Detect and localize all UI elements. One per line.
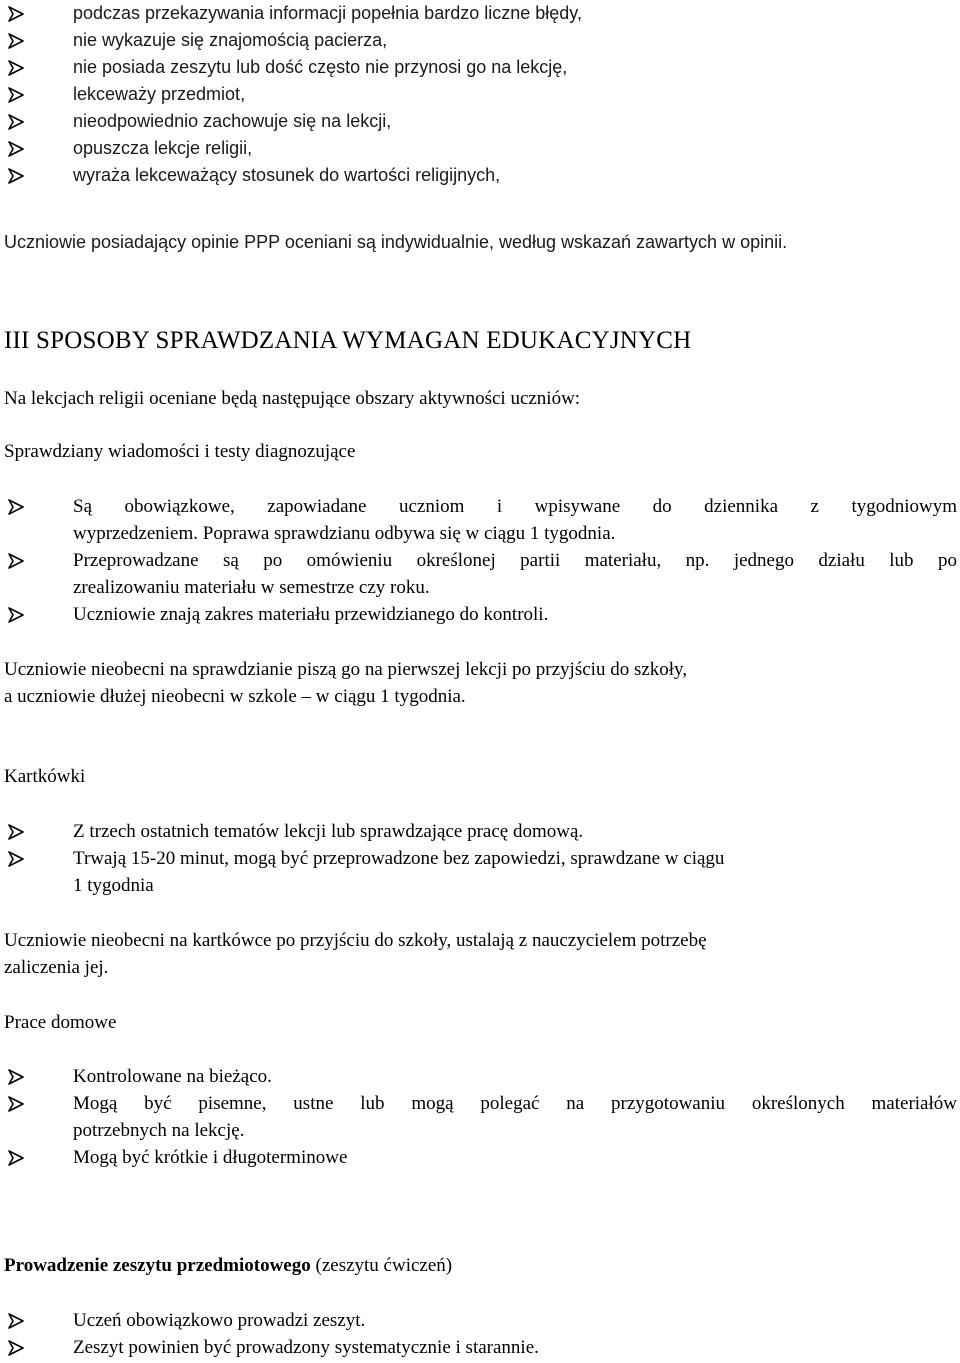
list-item-text: Uczniowie znają zakres materiału przewidzianego do kontroli. xyxy=(73,604,549,625)
list-item-text: lekceważy przedmiot, xyxy=(73,84,246,104)
arrowhead-bullet-icon xyxy=(8,33,24,49)
arrowhead-bullet-icon xyxy=(8,607,24,623)
list-item-text: Kontrolowane na bieżąco. xyxy=(73,1066,272,1087)
list-item-text: Z trzech ostatnich tematów lekcji lub sprawdzające pracę domową. xyxy=(73,821,584,842)
list-item-text: zrealizowaniu materiału w semestrze czy roku. xyxy=(73,577,430,598)
notebook-heading-bold: Prowadzenie zeszytu przedmiotowego xyxy=(4,1255,311,1276)
arrowhead-bullet-icon xyxy=(8,1313,24,1329)
list-item-text: Uczeń obowiązkowo prowadzi zeszyt. xyxy=(73,1310,366,1331)
arrowhead-bullet-icon xyxy=(8,114,24,130)
arrowhead-bullet-icon xyxy=(8,1150,24,1166)
quizzes-heading: Kartkówki xyxy=(4,766,86,787)
list-item-text: opuszcza lekcje religii, xyxy=(73,138,253,158)
homework-heading: Prace domowe xyxy=(4,1012,117,1033)
list-item-text: podczas przekazywania informacji popełnia bardzo liczne błędy, xyxy=(73,3,582,23)
arrowhead-bullet-icon xyxy=(8,1340,24,1356)
list-item-text: Są obowiązkowe, zapowiadane uczniom i wpisywane do dziennika z tygodniowym xyxy=(73,496,957,517)
arrowhead-bullet-icon xyxy=(8,824,24,840)
list-item-text: Przeprowadzane są po omówieniu określonej partii materiału, np. jednego działu lub po xyxy=(73,550,957,571)
arrowhead-bullet-icon xyxy=(8,851,24,867)
tests-absent-note: Uczniowie nieobecni na sprawdzianie piszą go na pierwszej lekcji po przyjściu do szkoły, xyxy=(4,659,688,680)
list-item-text: Zeszyt powinien być prowadzony systematycznie i starannie. xyxy=(73,1337,539,1358)
notebook-heading-rest: (zeszytu ćwiczeń) xyxy=(310,1255,453,1276)
arrowhead-bullet-icon xyxy=(8,141,24,157)
arrowhead-bullet-icon xyxy=(8,168,24,184)
ppp-note: Uczniowie posiadający opinie PPP oceniani są indywidualnie, według wskazań zawartych w opinii. xyxy=(4,232,788,252)
list-item-text: Mogą być pisemne, ustne lub mogą polegać na przygotowaniu określonych materiałów xyxy=(73,1093,957,1114)
arrowhead-bullet-icon xyxy=(8,60,24,76)
list-item-text: nieodpowiednio zachowuje się na lekcji, xyxy=(73,111,392,131)
list-item-text: Trwają 15-20 minut, mogą być przeprowadzone bez zapowiedzi, sprawdzane w ciągu xyxy=(73,848,725,869)
list-item-text: potrzebnych na lekcję. xyxy=(73,1120,245,1141)
tests-heading: Sprawdziany wiadomości i testy diagnozujące xyxy=(4,441,356,462)
quizzes-absent-note: zaliczenia jej. xyxy=(4,957,109,978)
list-item-text: nie wykazuje się znajomością pacierza, xyxy=(73,30,388,50)
list-item-text: 1 tygodnia xyxy=(73,875,154,896)
arrowhead-bullet-icon xyxy=(8,499,24,515)
quizzes-absent-note: Uczniowie nieobecni na kartkówce po przyjściu do szkoły, ustalają z nauczycielem potrzebę xyxy=(4,930,707,951)
list-item-text: wyprzedzeniem. Poprawa sprawdzianu odbywa się w ciągu 1 tygodnia. xyxy=(73,523,616,544)
arrowhead-bullet-icon xyxy=(8,1096,24,1112)
list-item-text: Mogą być krótkie i długoterminowe xyxy=(73,1147,348,1168)
arrowhead-bullet-icon xyxy=(8,6,24,22)
arrowhead-bullet-icon xyxy=(8,87,24,103)
arrowhead-bullet-icon xyxy=(8,1069,24,1085)
list-item-text: wyraża lekceważący stosunek do wartości religijnych, xyxy=(73,165,501,185)
tests-absent-note: a uczniowie dłużej nieobecni w szkole – w ciągu 1 tygodnia. xyxy=(4,686,466,707)
list-item-text: nie posiada zeszytu lub dość często nie przynosi go na lekcję, xyxy=(73,57,568,77)
arrowhead-bullet-icon xyxy=(8,553,24,569)
notebook-heading xyxy=(4,1252,452,1279)
intro-text: Na lekcjach religii oceniane będą następujące obszary aktywności uczniów: xyxy=(4,388,581,409)
section-heading: III SPOSOBY SPRAWDZANIA WYMAGAN EDUKACYJNYCH xyxy=(4,327,692,354)
